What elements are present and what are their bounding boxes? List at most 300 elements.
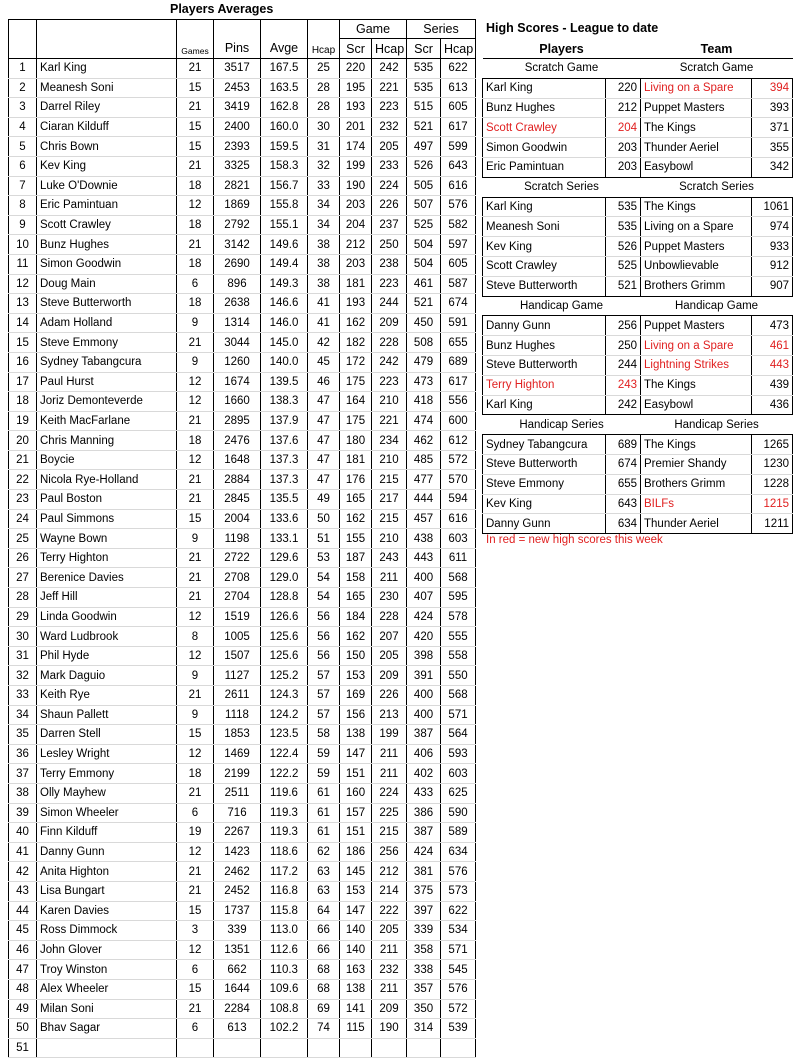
games: 21	[177, 568, 214, 588]
section-title-team: Handicap Series	[674, 418, 759, 431]
handicap: 28	[308, 78, 340, 98]
average: 113.0	[261, 921, 308, 941]
average: 167.5	[261, 59, 308, 79]
handicap: 56	[308, 646, 340, 666]
game-handicap: 225	[372, 803, 407, 823]
games: 21	[177, 548, 214, 568]
series-handicap: 570	[441, 470, 476, 490]
player-name: Paul Boston	[37, 490, 177, 510]
table-row	[9, 196, 476, 216]
game-handicap: 242	[372, 59, 407, 79]
table-row	[9, 646, 476, 666]
series-handicap: 576	[441, 196, 476, 216]
games: 9	[177, 666, 214, 686]
player-score: 655	[606, 474, 641, 494]
player-name: Bunz Hughes	[37, 235, 177, 255]
average: 118.6	[261, 842, 308, 862]
player-name: Bhav Sagar	[37, 1019, 177, 1039]
games: 12	[177, 450, 214, 470]
series-scratch: 338	[407, 960, 441, 980]
list-item	[483, 256, 793, 276]
pins: 1351	[214, 940, 261, 960]
handicap: 66	[308, 921, 340, 941]
rank: 1	[9, 59, 37, 79]
pins: 716	[214, 803, 261, 823]
average: 125.6	[261, 646, 308, 666]
games: 15	[177, 725, 214, 745]
series-scratch: 521	[407, 117, 441, 137]
series-handicap: 634	[441, 842, 476, 862]
game-handicap: 250	[372, 235, 407, 255]
game-scratch: 203	[340, 254, 372, 274]
series-scratch: 504	[407, 254, 441, 274]
rank: 12	[9, 274, 37, 294]
series-handicap: 600	[441, 411, 476, 431]
team-score: 436	[752, 395, 793, 415]
player-name: Boycie	[37, 450, 177, 470]
header-hcap: Hcap	[308, 39, 340, 59]
average: 145.0	[261, 333, 308, 353]
list-item	[483, 217, 793, 237]
table-row	[9, 862, 476, 882]
handicap: 31	[308, 137, 340, 157]
handicap: 63	[308, 881, 340, 901]
rank: 8	[9, 196, 37, 216]
player-name: Berenice Davies	[37, 568, 177, 588]
player-name: Scott Crawley	[483, 118, 606, 138]
player-name: Simon Goodwin	[483, 138, 606, 158]
rank: 6	[9, 156, 37, 176]
section-header	[483, 415, 793, 435]
handicap: 68	[308, 960, 340, 980]
table-row	[9, 627, 476, 647]
player-name: Mark Daguio	[37, 666, 177, 686]
rank: 39	[9, 803, 37, 823]
list-item	[483, 355, 793, 375]
pins: 2511	[214, 783, 261, 803]
handicap: 45	[308, 352, 340, 372]
average: 149.3	[261, 274, 308, 294]
handicap: 58	[308, 725, 340, 745]
pins: 2638	[214, 294, 261, 314]
table-row	[9, 803, 476, 823]
team-score: 912	[752, 256, 793, 276]
game-handicap: 214	[372, 881, 407, 901]
pins: 2284	[214, 999, 261, 1019]
series-handicap: 576	[441, 862, 476, 882]
series-handicap: 616	[441, 176, 476, 196]
pins: 1127	[214, 666, 261, 686]
series-scratch: 418	[407, 392, 441, 412]
pins: 2884	[214, 470, 261, 490]
team-score: 1215	[752, 494, 793, 514]
team-score: 1230	[752, 454, 793, 474]
game-handicap: 244	[372, 294, 407, 314]
series-handicap: 558	[441, 646, 476, 666]
handicap	[308, 1038, 340, 1058]
hs-header-players: Players	[483, 39, 641, 59]
player-name: Lesley Wright	[37, 744, 177, 764]
player-name	[37, 1038, 177, 1058]
list-item	[483, 157, 793, 177]
player-name: Meanesh Soni	[37, 78, 177, 98]
team-name: Puppet Masters	[641, 237, 752, 257]
series-scratch: 358	[407, 940, 441, 960]
games: 21	[177, 98, 214, 118]
list-item	[483, 316, 793, 336]
series-scratch: 450	[407, 313, 441, 333]
handicap: 38	[308, 235, 340, 255]
games: 21	[177, 411, 214, 431]
pins: 3517	[214, 59, 261, 79]
average: 116.8	[261, 881, 308, 901]
pins: 3044	[214, 333, 261, 353]
series-scratch: 535	[407, 78, 441, 98]
rank: 35	[9, 725, 37, 745]
handicap: 30	[308, 117, 340, 137]
games: 12	[177, 607, 214, 627]
rank: 46	[9, 940, 37, 960]
game-handicap: 215	[372, 823, 407, 843]
table-row	[9, 979, 476, 999]
average: 149.6	[261, 235, 308, 255]
player-name: Eric Pamintuan	[37, 196, 177, 216]
handicap: 51	[308, 529, 340, 549]
rank: 44	[9, 901, 37, 921]
list-item	[483, 435, 793, 455]
player-score: 526	[606, 237, 641, 257]
average: 160.0	[261, 117, 308, 137]
rank: 24	[9, 509, 37, 529]
average: 124.3	[261, 686, 308, 706]
game-scratch: 175	[340, 372, 372, 392]
series-handicap: 655	[441, 333, 476, 353]
game-scratch: 153	[340, 666, 372, 686]
game-handicap: 209	[372, 666, 407, 686]
game-handicap: 233	[372, 156, 407, 176]
game-handicap: 207	[372, 627, 407, 647]
series-scratch	[407, 1038, 441, 1058]
series-handicap: 555	[441, 627, 476, 647]
player-name: Darrel Riley	[37, 98, 177, 118]
list-item	[483, 276, 793, 296]
series-handicap: 571	[441, 705, 476, 725]
rank: 32	[9, 666, 37, 686]
handicap: 69	[308, 999, 340, 1019]
game-handicap: 210	[372, 450, 407, 470]
handicap: 47	[308, 450, 340, 470]
series-handicap	[441, 1038, 476, 1058]
pins: 1198	[214, 529, 261, 549]
player-name: Steve Butterworth	[37, 294, 177, 314]
table-row	[9, 490, 476, 510]
series-handicap: 589	[441, 823, 476, 843]
player-name: Bunz Hughes	[483, 336, 606, 356]
rank: 47	[9, 960, 37, 980]
games: 12	[177, 842, 214, 862]
game-scratch: 140	[340, 940, 372, 960]
player-name: Lisa Bungart	[37, 881, 177, 901]
average: 129.0	[261, 568, 308, 588]
list-item	[483, 336, 793, 356]
high-scores-table	[482, 39, 793, 534]
game-handicap: 205	[372, 646, 407, 666]
header-series-scr: Scr	[407, 39, 441, 59]
series-handicap: 591	[441, 313, 476, 333]
team-name: Unbowlievable	[641, 256, 752, 276]
team-name: Living on a Spare	[641, 217, 752, 237]
pins: 2821	[214, 176, 261, 196]
rank: 49	[9, 999, 37, 1019]
average: 112.6	[261, 940, 308, 960]
team-name: The Kings	[641, 197, 752, 217]
games: 15	[177, 137, 214, 157]
table-row	[9, 548, 476, 568]
rank: 10	[9, 235, 37, 255]
game-scratch	[340, 1038, 372, 1058]
section-title-players: Handicap Game	[519, 299, 604, 312]
pins: 1469	[214, 744, 261, 764]
rank: 36	[9, 744, 37, 764]
game-handicap: 223	[372, 274, 407, 294]
average: 163.5	[261, 78, 308, 98]
games: 9	[177, 705, 214, 725]
games: 12	[177, 940, 214, 960]
game-scratch: 175	[340, 411, 372, 431]
series-scratch: 339	[407, 921, 441, 941]
player-name: Karen Davies	[37, 901, 177, 921]
player-score: 250	[606, 336, 641, 356]
pins: 2004	[214, 509, 261, 529]
pins: 2708	[214, 568, 261, 588]
player-name: Bunz Hughes	[483, 98, 606, 118]
team-score: 1265	[752, 435, 793, 455]
table-row	[9, 705, 476, 725]
player-name: Ward Ludbrook	[37, 627, 177, 647]
average: 108.8	[261, 999, 308, 1019]
series-handicap: 556	[441, 392, 476, 412]
player-name: Milan Soni	[37, 999, 177, 1019]
rank: 11	[9, 254, 37, 274]
average: 117.2	[261, 862, 308, 882]
games: 21	[177, 862, 214, 882]
series-handicap: 593	[441, 744, 476, 764]
table-row	[9, 156, 476, 176]
game-handicap: 256	[372, 842, 407, 862]
series-handicap: 625	[441, 783, 476, 803]
team-score: 342	[752, 157, 793, 177]
handicap: 64	[308, 901, 340, 921]
series-scratch: 479	[407, 352, 441, 372]
game-scratch: 181	[340, 450, 372, 470]
player-name: Steve Emmony	[37, 333, 177, 353]
pins: 2476	[214, 431, 261, 451]
game-handicap: 228	[372, 333, 407, 353]
games: 21	[177, 490, 214, 510]
game-handicap: 210	[372, 392, 407, 412]
games: 21	[177, 156, 214, 176]
average: 133.6	[261, 509, 308, 529]
player-score: 521	[606, 276, 641, 296]
pins	[214, 1038, 261, 1058]
game-scratch: 155	[340, 529, 372, 549]
average: 137.6	[261, 431, 308, 451]
player-name: Keith MacFarlane	[37, 411, 177, 431]
player-name: Shaun Pallett	[37, 705, 177, 725]
average: 102.2	[261, 1019, 308, 1039]
section-title-team: Handicap Game	[674, 299, 759, 312]
games: 9	[177, 313, 214, 333]
games: 21	[177, 686, 214, 706]
list-item	[483, 138, 793, 158]
game-handicap: 205	[372, 137, 407, 157]
games: 18	[177, 215, 214, 235]
handicap: 57	[308, 666, 340, 686]
game-scratch: 158	[340, 568, 372, 588]
table-row	[9, 470, 476, 490]
player-name: Meanesh Soni	[483, 217, 606, 237]
handicap: 56	[308, 607, 340, 627]
games: 15	[177, 979, 214, 999]
series-scratch: 387	[407, 725, 441, 745]
series-scratch: 397	[407, 901, 441, 921]
games: 8	[177, 627, 214, 647]
player-name: Simon Wheeler	[37, 803, 177, 823]
game-scratch: 162	[340, 509, 372, 529]
pins: 1648	[214, 450, 261, 470]
pins: 1260	[214, 352, 261, 372]
series-scratch: 473	[407, 372, 441, 392]
list-item	[483, 454, 793, 474]
table-row	[9, 176, 476, 196]
series-scratch: 461	[407, 274, 441, 294]
series-handicap: 622	[441, 59, 476, 79]
rank: 14	[9, 313, 37, 333]
pins: 2453	[214, 78, 261, 98]
team-name: BILFs	[641, 494, 752, 514]
game-scratch: 181	[340, 274, 372, 294]
game-scratch: 163	[340, 960, 372, 980]
average: 156.7	[261, 176, 308, 196]
games: 18	[177, 764, 214, 784]
team-score: 933	[752, 237, 793, 257]
rank: 31	[9, 646, 37, 666]
pins: 2792	[214, 215, 261, 235]
average: 115.8	[261, 901, 308, 921]
player-name: Phil Hyde	[37, 646, 177, 666]
header-game: Game	[340, 20, 407, 39]
series-scratch: 433	[407, 783, 441, 803]
handicap: 41	[308, 313, 340, 333]
player-name: Chris Bown	[37, 137, 177, 157]
average: 137.9	[261, 411, 308, 431]
rank: 19	[9, 411, 37, 431]
rank: 21	[9, 450, 37, 470]
table-row	[9, 372, 476, 392]
pins: 2722	[214, 548, 261, 568]
game-scratch: 203	[340, 196, 372, 216]
series-handicap: 622	[441, 901, 476, 921]
average	[261, 1038, 308, 1058]
pins: 339	[214, 921, 261, 941]
game-scratch: 187	[340, 548, 372, 568]
team-name: Living on a Spare	[641, 336, 752, 356]
handicap: 66	[308, 940, 340, 960]
series-scratch: 407	[407, 588, 441, 608]
game-scratch: 180	[340, 431, 372, 451]
handicap: 59	[308, 744, 340, 764]
series-scratch: 387	[407, 823, 441, 843]
handicap: 56	[308, 627, 340, 647]
table-row	[9, 117, 476, 137]
series-handicap: 539	[441, 1019, 476, 1039]
series-scratch: 462	[407, 431, 441, 451]
team-name: Easybowl	[641, 395, 752, 415]
average: 129.6	[261, 548, 308, 568]
average: 125.6	[261, 627, 308, 647]
series-scratch: 424	[407, 842, 441, 862]
pins: 896	[214, 274, 261, 294]
average: 158.3	[261, 156, 308, 176]
rank: 34	[9, 705, 37, 725]
handicap: 34	[308, 215, 340, 235]
team-name: The Kings	[641, 435, 752, 455]
handicap: 42	[308, 333, 340, 353]
list-item	[483, 197, 793, 217]
games: 12	[177, 196, 214, 216]
handicap: 46	[308, 372, 340, 392]
game-scratch: 182	[340, 333, 372, 353]
team-score: 1211	[752, 514, 793, 534]
player-name: Jeff Hill	[37, 588, 177, 608]
rank: 13	[9, 294, 37, 314]
series-scratch: 526	[407, 156, 441, 176]
game-handicap: 226	[372, 686, 407, 706]
player-name: Steve Butterworth	[483, 276, 606, 296]
team-score: 461	[752, 336, 793, 356]
header-series-hcap: Hcap	[441, 39, 476, 59]
game-handicap: 205	[372, 921, 407, 941]
table-row	[9, 529, 476, 549]
player-name: Olly Mayhew	[37, 783, 177, 803]
section-header	[483, 177, 793, 197]
section-title-players: Scratch Series	[524, 181, 599, 194]
pins: 1660	[214, 392, 261, 412]
rank: 9	[9, 215, 37, 235]
game-scratch: 162	[340, 313, 372, 333]
pins: 2393	[214, 137, 261, 157]
players-averages-title: Players Averages	[170, 2, 274, 16]
games: 21	[177, 235, 214, 255]
player-name: Troy Winston	[37, 960, 177, 980]
table-row	[9, 725, 476, 745]
games: 12	[177, 372, 214, 392]
table-row	[9, 137, 476, 157]
team-score: 473	[752, 316, 793, 336]
player-score: 535	[606, 217, 641, 237]
series-scratch: 402	[407, 764, 441, 784]
series-scratch: 424	[407, 607, 441, 627]
header-pins: Pins	[214, 39, 261, 59]
table-row	[9, 294, 476, 314]
player-name: Karl King	[37, 59, 177, 79]
game-scratch: 160	[340, 783, 372, 803]
series-scratch: 505	[407, 176, 441, 196]
handicap: 61	[308, 803, 340, 823]
series-handicap: 571	[441, 940, 476, 960]
player-name: Paul Simmons	[37, 509, 177, 529]
player-name: Finn Kilduff	[37, 823, 177, 843]
